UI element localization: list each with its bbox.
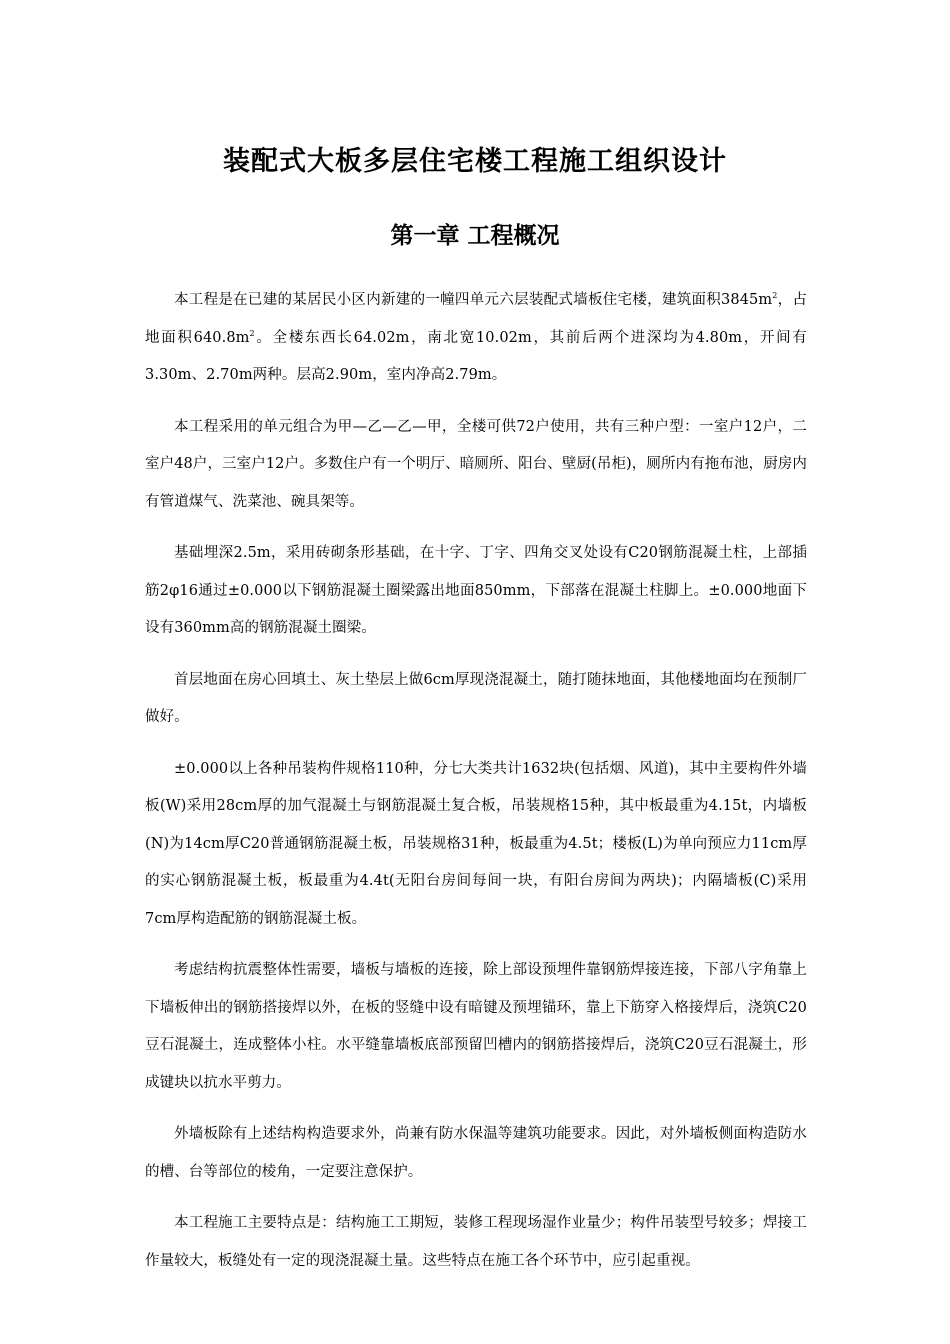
paragraph-components: ±0.000以上各种吊装构件规格110种，分七大类共计1632块(包括烟、风道)，其中主要构件外墙板(W)采用28cm厚的加气混凝土与钢筋混凝土复合板，吊装规格15种，其中板最重为4.15t，内墙板(N)为14cm厚C20普通钢筋混凝土板，吊装规格31种，板最重为4.5t；楼板(L)为单向预应力11cm厚的实心钢筋混凝土板，板最重为4.4t(无阳台房间每间一块，有阳台房间为两块)；内隔墙板(C)采用7cm厚构造配筋的钢筋混凝土板。 [145, 760, 807, 927]
paragraph-foundation: 基础埋深2.5m，采用砖砌条形基础，在十字、丁字、四角交叉处设有C20钢筋混凝土柱，上部插筋2φ16通过±0.000以下钢筋混凝土圈梁露出地面850mm，下部落在混凝土柱脚上。±0.000地面下设有360mm高的钢筋混凝土圈梁。 [145, 545, 807, 636]
paragraph-text: ，占地面积640.8m [145, 292, 807, 346]
paragraph-seismic-connections: 考虑结构抗震整体性需要，墙板与墙板的连接，除上部设预埋件靠钢筋焊接连接，下部八字角靠上下墙板伸出的钢筋搭接焊以外，在板的竖缝中设有暗键及预埋锚环，靠上下筋穿入格接焊后，浇筑C20豆石混凝土，连成整体小柱。水平缝靠墙板底部预留凹槽内的钢筋搭接焊后，浇筑C20豆石混凝土，形成键块以抗水平剪力。 [145, 962, 807, 1091]
paragraph-exterior-wall-protection: 外墙板除有上述结构构造要求外，尚兼有防水保温等建筑功能要求。因此，对外墙板侧面构造防水的槽、台等部位的棱角，一定要注意保护。 [145, 1126, 807, 1180]
paragraph-text: 本工程是在已建的某居民小区内新建的一幢四单元六层装配式墙板住宅楼，建筑面积3845m [174, 292, 773, 308]
superscript-squared: 2 [772, 291, 778, 301]
paragraph-ground-floor: 首层地面在房心回填土、灰土垫层上做6cm厚现浇混凝土，随打随抹地面，其他楼地面均在预制厂做好。 [145, 671, 807, 725]
paragraph-project-overview [145, 282, 807, 395]
document-title: 装配式大板多层住宅楼工程施工组织设计 [223, 146, 727, 177]
chapter-title: 第一章 工程概况 [390, 223, 560, 249]
document-body [145, 282, 807, 1294]
paragraph-unit-layout: 本工程采用的单元组合为甲—乙—乙—甲，全楼可供72户使用，共有三种户型：一室户12户，二室户48户，三室户12户。多数住户有一个明厅、暗厕所、阳台、壁厨(吊柜)，厕所内有拖布池，厨房内有管道煤气、洗菜池、碗具架等。 [145, 418, 808, 510]
paragraph-construction-features: 本工程施工主要特点是：结构施工工期短，装修工程现场湿作业量少；构件吊装型号较多；焊接工作量较大，板缝处有一定的现浇混凝土量。这些特点在施工各个环节中，应引起重视。 [145, 1215, 807, 1269]
paragraph-text: 。全楼东西长64.02m，南北宽10.02m，其前后两个进深均为4.80m，开间有3.30m、2.70m两种。层高2.90m，室内净高2.79m。 [145, 329, 807, 383]
superscript-squared: 2 [249, 328, 255, 338]
